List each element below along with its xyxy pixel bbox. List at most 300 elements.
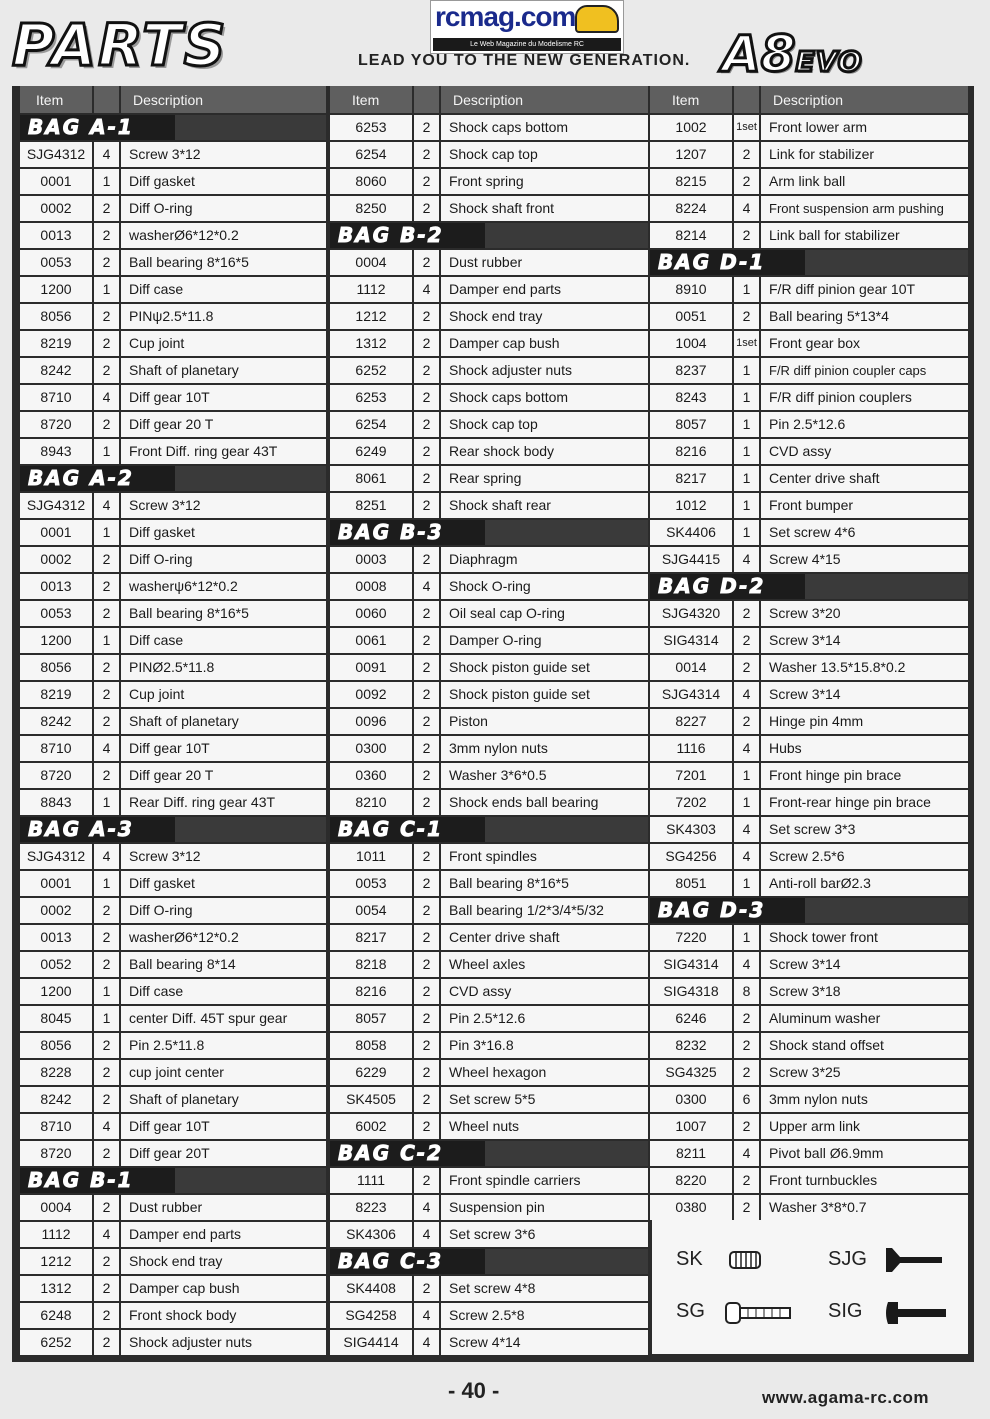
item-code: 1012 bbox=[650, 493, 732, 518]
table-row bbox=[20, 736, 326, 761]
quantity: 2 bbox=[414, 844, 439, 869]
description: Front suspension arm pushing bbox=[761, 196, 968, 221]
table-row bbox=[330, 331, 648, 356]
table-row bbox=[330, 385, 648, 410]
quantity: 2 bbox=[414, 601, 439, 626]
item-code: SJG4312 bbox=[20, 844, 92, 869]
description: Screw 3*12 bbox=[121, 844, 326, 869]
item-code: SK4306 bbox=[330, 1222, 412, 1247]
description: Pin 3*16.8 bbox=[441, 1033, 648, 1058]
item-code: 0053 bbox=[330, 871, 412, 896]
item-code: 0013 bbox=[20, 223, 92, 248]
description: Diff gear 10T bbox=[121, 736, 326, 761]
table-row bbox=[330, 1087, 648, 1112]
quantity: 2 bbox=[734, 709, 759, 734]
item-code: 0300 bbox=[330, 736, 412, 761]
quantity: 4 bbox=[94, 493, 119, 518]
table-row bbox=[20, 1249, 326, 1274]
item-code: SK4303 bbox=[650, 817, 732, 842]
item-code: 0053 bbox=[20, 601, 92, 626]
parts-column-1 bbox=[20, 86, 326, 1355]
description: Screw 3*25 bbox=[761, 1060, 968, 1085]
bag-heading bbox=[20, 466, 326, 491]
table-row bbox=[20, 682, 326, 707]
model-name: A8 bbox=[722, 25, 796, 83]
description: Washer 13.5*15.8*0.2 bbox=[761, 655, 968, 680]
description: Screw 3*14 bbox=[761, 682, 968, 707]
description: 3mm nylon nuts bbox=[761, 1087, 968, 1112]
item-code: 8216 bbox=[330, 979, 412, 1004]
description: Diff gasket bbox=[121, 871, 326, 896]
item-code: 0053 bbox=[20, 250, 92, 275]
description: Ball bearing 1/2*3/4*5/32 bbox=[441, 898, 648, 923]
item-code: 6254 bbox=[330, 142, 412, 167]
model-suffix: EVO bbox=[795, 45, 863, 78]
table-row bbox=[330, 196, 648, 221]
description: washerØ6*12*0.2 bbox=[121, 925, 326, 950]
page-title: PARTS bbox=[12, 11, 228, 79]
bag-label: BAG C-2 bbox=[338, 1141, 443, 1165]
quantity: 4 bbox=[94, 1222, 119, 1247]
description: Diff gasket bbox=[121, 520, 326, 545]
description: Rear Diff. ring gear 43T bbox=[121, 790, 326, 815]
item-code: 0004 bbox=[20, 1195, 92, 1220]
table-row bbox=[330, 844, 648, 869]
quantity: 2 bbox=[94, 952, 119, 977]
quantity: 4 bbox=[734, 844, 759, 869]
header-description: Description bbox=[133, 92, 204, 108]
description: Link ball for stabilizer bbox=[761, 223, 968, 248]
description: Screw 3*12 bbox=[121, 142, 326, 167]
item-code: SJG4312 bbox=[20, 142, 92, 167]
quantity: 4 bbox=[734, 817, 759, 842]
quantity: 2 bbox=[414, 466, 439, 491]
table-row bbox=[20, 223, 326, 248]
table-row bbox=[330, 169, 648, 194]
item-code: 8211 bbox=[650, 1141, 732, 1166]
bag-heading bbox=[330, 817, 648, 842]
quantity: 2 bbox=[414, 1087, 439, 1112]
table-row bbox=[330, 142, 648, 167]
table-row bbox=[20, 790, 326, 815]
description: Wheel axles bbox=[441, 952, 648, 977]
description: Link for stabilizer bbox=[761, 142, 968, 167]
quantity: 2 bbox=[94, 709, 119, 734]
description: Shock O-ring bbox=[441, 574, 648, 599]
description: Shaft of planetary bbox=[121, 358, 326, 383]
item-code: 8223 bbox=[330, 1195, 412, 1220]
quantity: 1 bbox=[734, 925, 759, 950]
item-code: 8214 bbox=[650, 223, 732, 248]
item-code: 8243 bbox=[650, 385, 732, 410]
description: Damper end parts bbox=[441, 277, 648, 302]
item-code: 8227 bbox=[650, 709, 732, 734]
description: Wheel hexagon bbox=[441, 1060, 648, 1085]
item-code: 8051 bbox=[650, 871, 732, 896]
quantity: 4 bbox=[734, 736, 759, 761]
table-row bbox=[20, 871, 326, 896]
item-code: 0092 bbox=[330, 682, 412, 707]
table-row bbox=[20, 1033, 326, 1058]
item-code: 8215 bbox=[650, 169, 732, 194]
description: Suspension pin bbox=[441, 1195, 648, 1220]
description: Shock cap top bbox=[441, 412, 648, 437]
legend-label-sg: SG bbox=[676, 1300, 705, 1322]
table-row bbox=[20, 1303, 326, 1328]
quantity: 2 bbox=[414, 628, 439, 653]
description: Shock stand offset bbox=[761, 1033, 968, 1058]
description: Shock piston guide set bbox=[441, 682, 648, 707]
item-code: 8056 bbox=[20, 655, 92, 680]
column-header bbox=[650, 86, 968, 113]
description: Pivot ball Ø6.9mm bbox=[761, 1141, 968, 1166]
quantity: 2 bbox=[94, 250, 119, 275]
description: Set screw 3*3 bbox=[761, 817, 968, 842]
item-code: 0096 bbox=[330, 709, 412, 734]
quantity: 2 bbox=[414, 493, 439, 518]
bag-label: BAG C-3 bbox=[338, 1249, 443, 1273]
item-code: 8057 bbox=[650, 412, 732, 437]
table-row bbox=[20, 169, 326, 194]
description: Front spindles bbox=[441, 844, 648, 869]
item-code: 0051 bbox=[650, 304, 732, 329]
description: Shock end tray bbox=[441, 304, 648, 329]
item-code: 8218 bbox=[330, 952, 412, 977]
description: F/R diff pinion coupler caps bbox=[761, 358, 968, 383]
description: Screw 3*18 bbox=[761, 979, 968, 1004]
quantity: 4 bbox=[734, 682, 759, 707]
quantity: 1 bbox=[734, 385, 759, 410]
description: Shock adjuster nuts bbox=[441, 358, 648, 383]
item-code: 8710 bbox=[20, 1114, 92, 1139]
socket-cap-screw-icon bbox=[724, 1300, 794, 1326]
item-code: 0060 bbox=[330, 601, 412, 626]
bag-heading bbox=[330, 1249, 648, 1274]
item-code: 0004 bbox=[330, 250, 412, 275]
page-number: - 40 - bbox=[448, 1378, 500, 1403]
table-row bbox=[650, 1087, 968, 1112]
table-row bbox=[330, 250, 648, 275]
item-code: 6254 bbox=[330, 412, 412, 437]
quantity: 4 bbox=[734, 196, 759, 221]
bag-heading bbox=[650, 574, 968, 599]
description: Screw 2.5*8 bbox=[441, 1303, 648, 1328]
item-code: 0002 bbox=[20, 898, 92, 923]
quantity: 2 bbox=[734, 655, 759, 680]
quantity: 1 bbox=[734, 277, 759, 302]
screw-legend bbox=[652, 1220, 968, 1354]
bag-heading bbox=[20, 1168, 326, 1193]
quantity: 2 bbox=[414, 169, 439, 194]
bag-heading-bar bbox=[485, 817, 648, 842]
item-code: 1007 bbox=[650, 1114, 732, 1139]
bag-heading-bar bbox=[805, 250, 968, 275]
item-code: 1112 bbox=[330, 277, 412, 302]
item-code: 0001 bbox=[20, 169, 92, 194]
bag-heading-bar bbox=[805, 574, 968, 599]
header-description: Description bbox=[773, 92, 844, 108]
item-code: SIG4414 bbox=[330, 1330, 412, 1355]
item-code: 8251 bbox=[330, 493, 412, 518]
item-code: 0052 bbox=[20, 952, 92, 977]
table-row bbox=[20, 304, 326, 329]
item-code: 1212 bbox=[20, 1249, 92, 1274]
description: Shock cap top bbox=[441, 142, 648, 167]
quantity: 2 bbox=[414, 682, 439, 707]
item-code: 8720 bbox=[20, 412, 92, 437]
column-header bbox=[330, 86, 648, 113]
description: Diff gear 20 T bbox=[121, 763, 326, 788]
quantity: 2 bbox=[94, 1033, 119, 1058]
quantity: 2 bbox=[94, 1276, 119, 1301]
quantity: 1 bbox=[94, 169, 119, 194]
logo-subtitle: Le Web Magazine du Modelisme RC bbox=[433, 38, 621, 51]
item-code: 0013 bbox=[20, 925, 92, 950]
bag-label: BAG A-1 bbox=[28, 115, 134, 139]
table-row bbox=[20, 979, 326, 1004]
table-row bbox=[330, 574, 648, 599]
quantity: 2 bbox=[734, 1114, 759, 1139]
description: Pin 2.5*12.6 bbox=[761, 412, 968, 437]
item-code: 7201 bbox=[650, 763, 732, 788]
quantity: 2 bbox=[94, 1195, 119, 1220]
description: Dust rubber bbox=[441, 250, 648, 275]
bag-label: BAG B-2 bbox=[338, 223, 444, 247]
table-row bbox=[650, 547, 968, 572]
item-code: 8210 bbox=[330, 790, 412, 815]
header-item: Item bbox=[36, 92, 64, 108]
table-row bbox=[650, 763, 968, 788]
quantity: 2 bbox=[414, 655, 439, 680]
quantity: 2 bbox=[94, 331, 119, 356]
item-code: 1212 bbox=[330, 304, 412, 329]
table-row bbox=[330, 547, 648, 572]
description: Rear shock body bbox=[441, 439, 648, 464]
description: Anti-roll barØ2.3 bbox=[761, 871, 968, 896]
description: Diff case bbox=[121, 277, 326, 302]
table-row bbox=[330, 1330, 648, 1355]
table-row bbox=[650, 844, 968, 869]
quantity: 8 bbox=[734, 979, 759, 1004]
table-row bbox=[650, 196, 968, 221]
item-code: 7220 bbox=[650, 925, 732, 950]
quantity: 2 bbox=[94, 412, 119, 437]
table-row bbox=[20, 1060, 326, 1085]
description: Diff O-ring bbox=[121, 196, 326, 221]
item-code: 8710 bbox=[20, 385, 92, 410]
table-row bbox=[20, 601, 326, 626]
table-row bbox=[20, 1087, 326, 1112]
table-row bbox=[650, 466, 968, 491]
flat-head-screw-icon bbox=[884, 1246, 944, 1274]
quantity: 2 bbox=[94, 1330, 119, 1355]
quantity: 2 bbox=[734, 1006, 759, 1031]
description: Diff gear 10T bbox=[121, 1114, 326, 1139]
bag-heading-bar bbox=[175, 1168, 326, 1193]
table-row bbox=[20, 1195, 326, 1220]
table-row bbox=[330, 115, 648, 140]
quantity: 2 bbox=[94, 682, 119, 707]
quantity: 2 bbox=[414, 736, 439, 761]
quantity: 1 bbox=[94, 790, 119, 815]
item-code: 6253 bbox=[330, 385, 412, 410]
table-row bbox=[20, 412, 326, 437]
table-row bbox=[650, 1060, 968, 1085]
item-code: 0001 bbox=[20, 520, 92, 545]
item-code: SIG4314 bbox=[650, 628, 732, 653]
column-header bbox=[20, 86, 326, 113]
item-code: 0003 bbox=[330, 547, 412, 572]
table-row bbox=[650, 412, 968, 437]
quantity: 1 bbox=[734, 763, 759, 788]
bag-heading bbox=[650, 250, 968, 275]
quantity: 2 bbox=[734, 601, 759, 626]
description: Shock end tray bbox=[121, 1249, 326, 1274]
description: Screw 2.5*6 bbox=[761, 844, 968, 869]
bag-heading bbox=[330, 1141, 648, 1166]
bag-heading-bar bbox=[485, 520, 648, 545]
table-row bbox=[650, 682, 968, 707]
description: Screw 4*14 bbox=[441, 1330, 648, 1355]
description: Shock tower front bbox=[761, 925, 968, 950]
item-code: 0061 bbox=[330, 628, 412, 653]
description: Aluminum washer bbox=[761, 1006, 968, 1031]
table-row bbox=[20, 385, 326, 410]
quantity: 2 bbox=[94, 196, 119, 221]
description: Diff case bbox=[121, 628, 326, 653]
quantity: 2 bbox=[734, 628, 759, 653]
item-code: 0300 bbox=[650, 1087, 732, 1112]
item-code: 8710 bbox=[20, 736, 92, 761]
quantity: 2 bbox=[414, 898, 439, 923]
table-row bbox=[330, 925, 648, 950]
table-row bbox=[20, 1222, 326, 1247]
quantity: 4 bbox=[414, 574, 439, 599]
item-code: 6249 bbox=[330, 439, 412, 464]
item-code: 7202 bbox=[650, 790, 732, 815]
quantity: 2 bbox=[414, 439, 439, 464]
description: Screw 4*15 bbox=[761, 547, 968, 572]
description: Shaft of planetary bbox=[121, 1087, 326, 1112]
item-code: 1312 bbox=[330, 331, 412, 356]
quantity: 1set bbox=[734, 331, 759, 356]
table-row bbox=[20, 898, 326, 923]
bag-label: BAG D-1 bbox=[658, 250, 766, 274]
item-code: 8220 bbox=[650, 1168, 732, 1193]
description: Diff gear 20T bbox=[121, 1141, 326, 1166]
quantity: 4 bbox=[734, 1141, 759, 1166]
table-row bbox=[650, 1195, 968, 1220]
quantity: 4 bbox=[734, 547, 759, 572]
website-url: www.agama-rc.com bbox=[762, 1388, 930, 1407]
description: Front Diff. ring gear 43T bbox=[121, 439, 326, 464]
quantity: 2 bbox=[94, 1303, 119, 1328]
bag-heading bbox=[330, 520, 648, 545]
item-code: 8250 bbox=[330, 196, 412, 221]
parts-column-2 bbox=[330, 86, 648, 1355]
quantity: 2 bbox=[94, 655, 119, 680]
description: Diff O-ring bbox=[121, 898, 326, 923]
table-row bbox=[20, 1141, 326, 1166]
bag-heading bbox=[650, 898, 968, 923]
header-description: Description bbox=[453, 92, 524, 108]
description: Front bumper bbox=[761, 493, 968, 518]
tagline: LEAD YOU TO THE NEW GENERATION. bbox=[358, 52, 691, 69]
quantity: 4 bbox=[94, 844, 119, 869]
button-head-screw-icon bbox=[884, 1298, 948, 1328]
quantity: 2 bbox=[414, 1114, 439, 1139]
table-row bbox=[650, 115, 968, 140]
item-code: SK4408 bbox=[330, 1276, 412, 1301]
quantity: 2 bbox=[94, 763, 119, 788]
quantity: 4 bbox=[414, 277, 439, 302]
quantity: 1 bbox=[94, 439, 119, 464]
quantity: 1 bbox=[734, 412, 759, 437]
item-code: 0001 bbox=[20, 871, 92, 896]
description: F/R diff pinion couplers bbox=[761, 385, 968, 410]
table-row bbox=[650, 1141, 968, 1166]
table-row bbox=[330, 763, 648, 788]
bag-heading-bar bbox=[485, 1141, 648, 1166]
bag-label: BAG B-1 bbox=[28, 1168, 134, 1192]
quantity: 2 bbox=[414, 790, 439, 815]
table-row bbox=[20, 628, 326, 653]
table-row bbox=[650, 520, 968, 545]
item-code: SIG4318 bbox=[650, 979, 732, 1004]
table-row bbox=[650, 979, 968, 1004]
description: PINØ2.5*11.8 bbox=[121, 655, 326, 680]
description: Front lower arm bbox=[761, 115, 968, 140]
table-row bbox=[20, 1114, 326, 1139]
table-row bbox=[650, 493, 968, 518]
description: Front spindle carriers bbox=[441, 1168, 648, 1193]
logo-text: rcmag.com bbox=[435, 1, 576, 32]
item-code: 8720 bbox=[20, 1141, 92, 1166]
description: CVD assy bbox=[441, 979, 648, 1004]
table-row bbox=[20, 1330, 326, 1355]
item-code: 1116 bbox=[650, 736, 732, 761]
description: Diff O-ring bbox=[121, 547, 326, 572]
table-row bbox=[20, 952, 326, 977]
item-code: 0054 bbox=[330, 898, 412, 923]
item-code: SK4505 bbox=[330, 1087, 412, 1112]
description: Front shock body bbox=[121, 1303, 326, 1328]
table-row bbox=[330, 358, 648, 383]
bag-label: BAG A-3 bbox=[28, 817, 134, 841]
quantity: 2 bbox=[94, 304, 119, 329]
table-row bbox=[20, 655, 326, 680]
item-code: SIG4314 bbox=[650, 952, 732, 977]
table-row bbox=[20, 1006, 326, 1031]
description: F/R diff pinion gear 10T bbox=[761, 277, 968, 302]
item-code: 8060 bbox=[330, 169, 412, 194]
description: Front-rear hinge pin brace bbox=[761, 790, 968, 815]
table-row bbox=[650, 169, 968, 194]
quantity: 2 bbox=[414, 1168, 439, 1193]
quantity: 2 bbox=[414, 709, 439, 734]
bag-label: BAG B-3 bbox=[338, 520, 444, 544]
item-code: 8219 bbox=[20, 682, 92, 707]
item-code: 0380 bbox=[650, 1195, 732, 1220]
table-row bbox=[650, 952, 968, 977]
item-code: 1312 bbox=[20, 1276, 92, 1301]
item-code: 1011 bbox=[330, 844, 412, 869]
table-row bbox=[650, 385, 968, 410]
quantity: 2 bbox=[94, 547, 119, 572]
quantity: 2 bbox=[414, 1006, 439, 1031]
table-row bbox=[650, 1033, 968, 1058]
item-code: 8217 bbox=[650, 466, 732, 491]
